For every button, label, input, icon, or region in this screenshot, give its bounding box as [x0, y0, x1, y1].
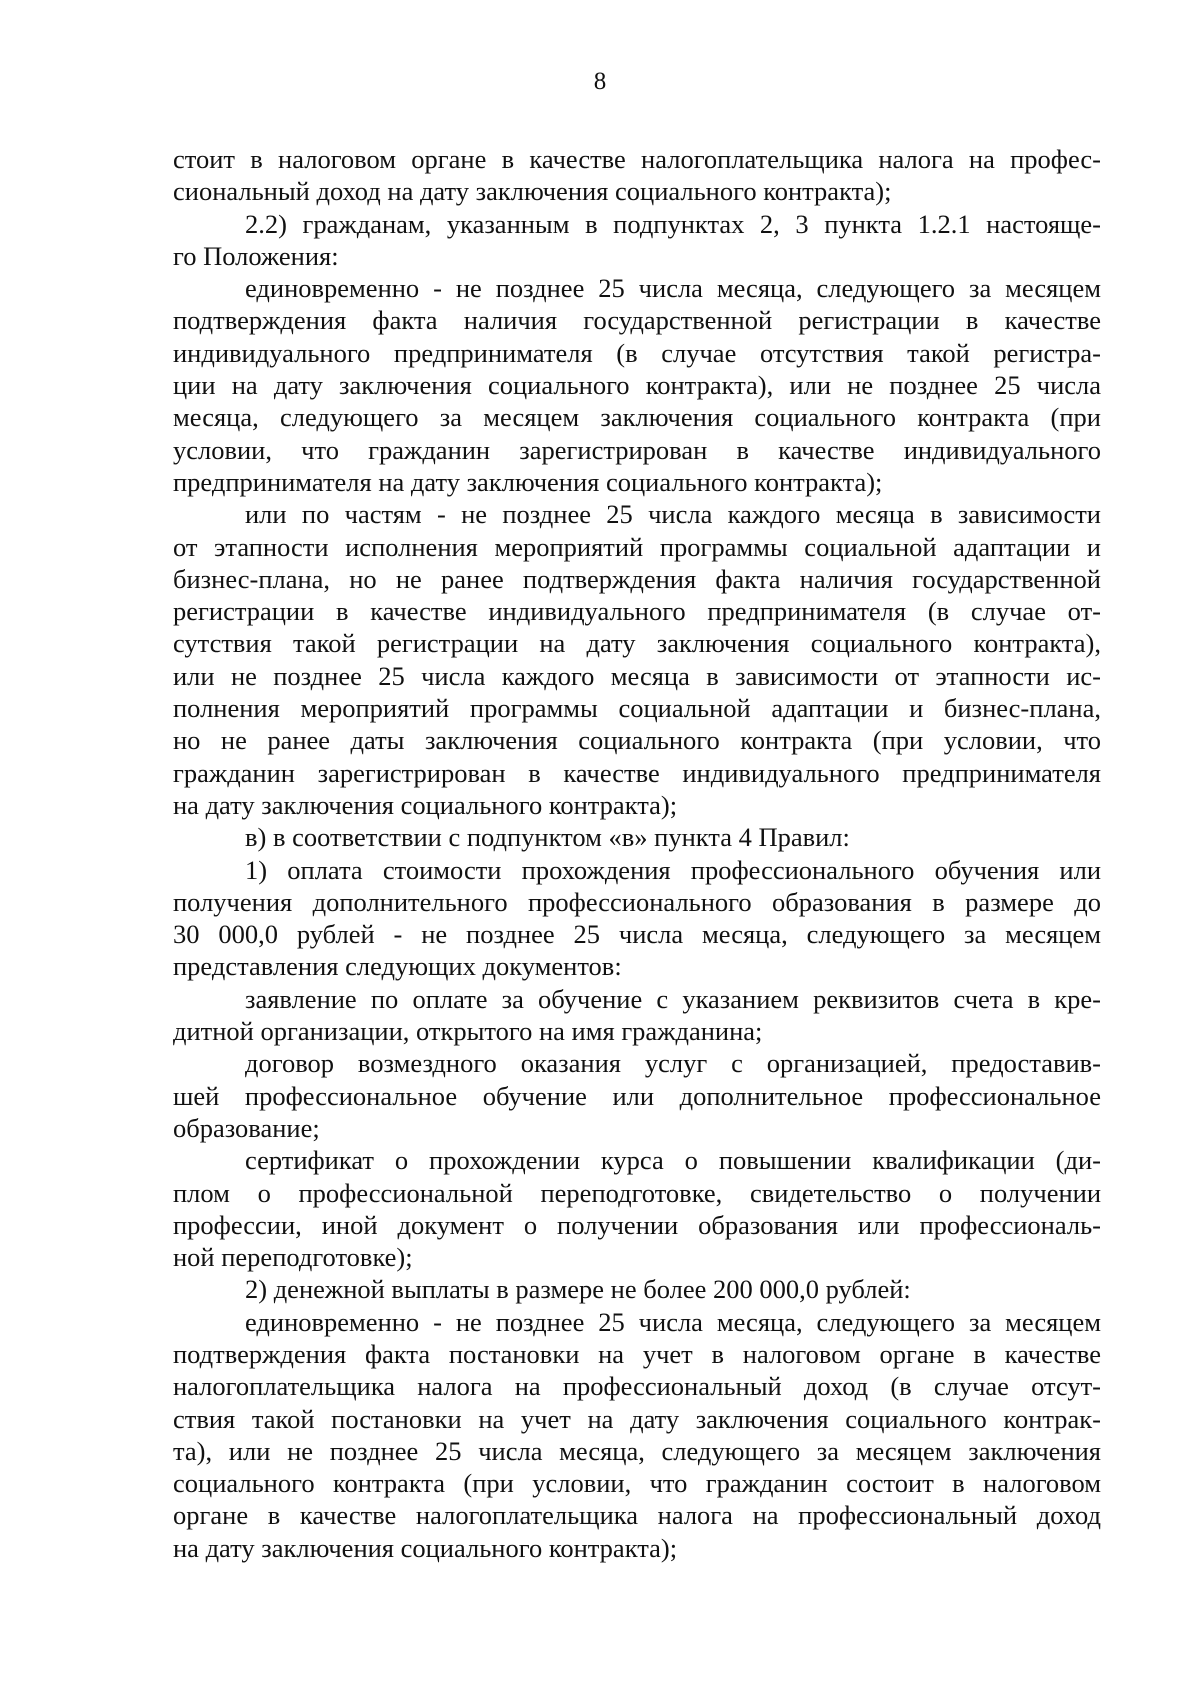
- text-line: регистрации в качестве индивидуального предпринимателя (в случае от-: [173, 596, 1101, 627]
- text-line: получения дополнительного профессионального образования в размере до: [173, 886, 1101, 917]
- text-line: подтверждения факта постановки на учет в налоговом органе в качестве: [173, 1338, 1101, 1369]
- text-line: гражданин зарегистрирован в качестве индивидуального предпринимателя: [173, 757, 1101, 788]
- text-line: 1) оплата стоимости прохождения профессионального обучения или: [245, 854, 1101, 885]
- text-line: 2) денежной выплаты в размере не более 200 000,0 рублей:: [245, 1274, 911, 1305]
- text-line: на дату заключения социального контракта);: [173, 1532, 678, 1563]
- text-line: бизнес-плана, но не ранее подтверждения факта наличия государственной: [173, 563, 1101, 594]
- text-line: в) в соответствии с подпунктом «в» пункта 4 Правил:: [245, 822, 850, 853]
- text-line: профессии, иной документ о получении образования или профессиональ-: [173, 1209, 1101, 1240]
- text-line: договор возмездного оказания услуг с организацией, предоставив-: [245, 1048, 1101, 1079]
- text-line: сутствия такой регистрации на дату заключения социального контракта),: [173, 628, 1101, 659]
- text-line: единовременно - не позднее 25 числа месяца, следующего за месяцем: [245, 273, 1101, 304]
- page-number: 8: [593, 68, 607, 95]
- text-line: полнения мероприятий программы социальной адаптации и бизнес-плана,: [173, 693, 1101, 724]
- text-line: условии, что гражданин зарегистрирован в качестве индивидуального: [173, 434, 1101, 465]
- text-line: ствия такой постановки на учет на дату заключения социального контрак-: [173, 1403, 1101, 1434]
- text-line: индивидуального предпринимателя (в случае отсутствия такой регистра-: [173, 337, 1101, 368]
- text-line: на дату заключения социального контракта);: [173, 789, 678, 820]
- text-line: дитной организации, открытого на имя гражданина;: [173, 1016, 763, 1047]
- text-line: заявление по оплате за обучение с указанием реквизитов счета в кре-: [245, 983, 1101, 1014]
- text-line: предпринимателя на дату заключения социального контракта);: [173, 466, 883, 497]
- text-line: шей профессиональное обучение или дополнительное профессиональное: [173, 1080, 1101, 1111]
- text-line: единовременно - не позднее 25 числа месяца, следующего за месяцем: [245, 1306, 1101, 1337]
- text-line: 2.2) гражданам, указанным в подпунктах 2, 3 пункта 1.2.1 настояще-: [245, 208, 1101, 239]
- text-line: плом о профессиональной переподготовке, свидетельство о получении: [173, 1177, 1101, 1208]
- text-line: но не ранее даты заключения социального контракта (при условии, что: [173, 725, 1101, 756]
- text-line: 30 000,0 рублей - не позднее 25 числа месяца, следующего за месяцем: [173, 919, 1101, 950]
- text-line: от этапности исполнения мероприятий программы социальной адаптации и: [173, 531, 1101, 562]
- text-line: сертификат о прохождении курса о повышении квалификации (ди-: [245, 1145, 1101, 1176]
- text-line: го Положения:: [173, 240, 339, 271]
- text-line: сиональный доход на дату заключения социального контракта);: [173, 176, 892, 207]
- text-line: или по частям - не позднее 25 числа каждого месяца в зависимости: [245, 499, 1101, 530]
- text-line: налогоплательщика налога на профессиональный доход (в случае отсут-: [173, 1371, 1101, 1402]
- text-line: или не позднее 25 числа каждого месяца в зависимости от этапности ис-: [173, 660, 1101, 691]
- text-line: ции на дату заключения социального контракта), или не позднее 25 числа: [173, 370, 1101, 401]
- document-body: [173, 143, 1101, 1564]
- text-line: социального контракта (при условии, что гражданин состоит в налоговом: [173, 1468, 1101, 1499]
- text-line: органе в качестве налогоплательщика налога на профессиональный доход: [173, 1500, 1101, 1531]
- text-line: та), или не позднее 25 числа месяца, следующего за месяцем заключения: [173, 1435, 1101, 1466]
- text-line: образование;: [173, 1112, 320, 1143]
- text-line: представления следующих документов:: [173, 951, 622, 982]
- text-line: месяца, следующего за месяцем заключения социального контракта (при: [173, 402, 1101, 433]
- text-line: стоит в налоговом органе в качестве налогоплательщика налога на профес-: [173, 144, 1101, 174]
- text-line: подтверждения факта наличия государственной регистрации в качестве: [173, 305, 1101, 336]
- text-line: ной переподготовке);: [173, 1242, 413, 1273]
